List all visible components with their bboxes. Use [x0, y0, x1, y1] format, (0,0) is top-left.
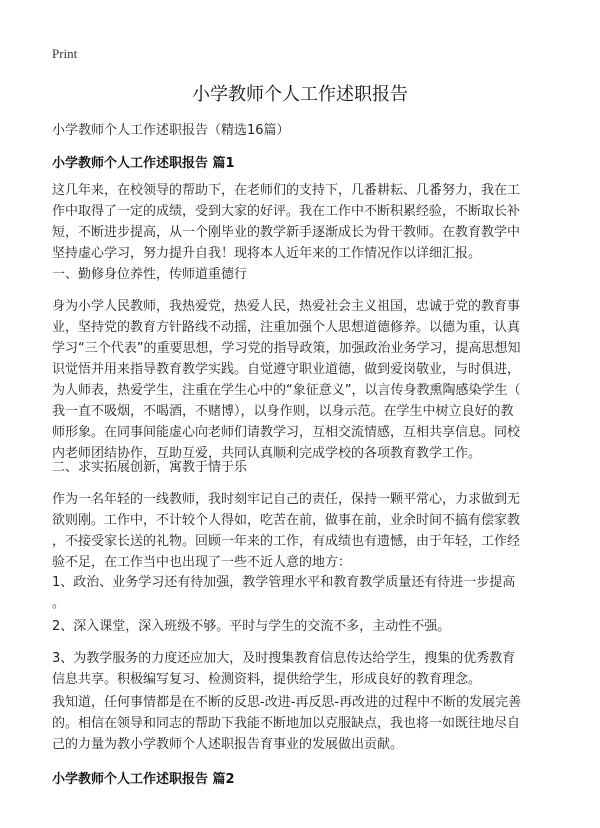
paragraph-work: [52, 489, 552, 573]
paragraph-line: 短，不断进步提高，从一个刚毕业的教学新手逐渐成长为骨干教师。在教育教学中: [52, 225, 521, 240]
paragraph-line: 作为一名年轻的一线教师，我时刻牢记自己的责任，保持一颗平常心，力求做到无: [52, 492, 521, 507]
paragraph-line: 我一直不吸烟，不喝酒，不赌博），以身作则，以身示范。在学生中树立良好的教: [52, 404, 514, 419]
paragraph-line: 学习“三个代表”的重要思想，学习党的指导政策，加强政治业务学习，提高思想知: [52, 341, 521, 356]
paragraph-line: 一、勤修身位养性，传师道重德行: [52, 267, 248, 282]
paragraph-line: 1、政治、业务学习还有待加强，教学管理水平和教育教学质量还有待进一步提高: [52, 575, 516, 590]
document-subtitle: 小学教师个人工作述职报告（精选16篇）: [52, 123, 290, 138]
paragraph-line: 二、求实拓展创新，寓教于情于乐: [52, 460, 248, 475]
paragraph-line: 欲则刚。工作中，不计较个人得如，吃苦在前，做事在前，业余时间不搞有偿家教: [52, 513, 521, 528]
paragraph-line: 验不足，在工作当中也出现了一些不近人意的地方：: [52, 555, 352, 570]
list-item-1: [52, 572, 552, 614]
subheading-1: [52, 264, 552, 285]
list-item-3: [52, 648, 552, 690]
paragraph-line: 坚持虚心学习，努力提升自我！现将本人近年来的工作情况作以详细汇报。: [52, 246, 482, 261]
paragraph-line: 为人师表，热爱学生，注重在学生心中的“象征意义”，以言传身教熏陶感染学生（: [52, 383, 521, 398]
paragraph-line: 身为小学人民教师，我热爱党，热爱人民，热爱社会主义祖国，忠诚于党的教育事: [52, 299, 521, 314]
closing-paragraph: [52, 692, 552, 755]
paragraph-line: 2、深入课堂，深入班级不够。平时与学生的交流不多，主动性不强。: [52, 619, 451, 634]
paragraph-line: 的。相信在领导和同志的帮助下我能不断地加以克服缺点，我也将一如既往地尽自: [52, 716, 521, 731]
paragraph-ethics: [52, 296, 552, 464]
paragraph-line: 我知道，任何事情都是在不断的反思-改进-再反思-再改进的过程中不断的发展完善: [52, 695, 522, 710]
intro-paragraph: [52, 180, 552, 264]
print-link[interactable]: Print: [52, 46, 78, 61]
paragraph-line: ，不接受家长送的礼物。回顾一年来的工作，有成绩也有遗憾，由于年轻，工作经: [52, 534, 521, 549]
paragraph-line: 己的力量为教小学教师个人述职报告育事业的发展做出贡献。: [52, 737, 404, 752]
paragraph-line: 师形象。在同事间能虚心向老师们请教学习，互相交流情感，互相共享信息。同校: [52, 425, 521, 440]
section-heading-1: 小学教师个人工作述职报告 篇1: [52, 156, 235, 171]
paragraph-line: 识觉悟并用来指导教育教学实践。自觉遵守职业道德，做到爱岗敬业，与时俱进，: [52, 362, 521, 377]
paragraph-line: 3、为教学服务的力度还应加大，及时搜集教育信息传达给学生，搜集的优秀教育: [52, 651, 516, 666]
paragraph-line: 信息共享。积极编写复习、检测资料，提供给学生，形成良好的教育理念。: [52, 672, 482, 687]
paragraph-line: 。: [52, 596, 66, 611]
subheading-2: [52, 457, 552, 478]
paragraph-line: 业，坚持党的教育方针路线不动摇，注重加强个人思想道德修养。以德为重，认真: [52, 320, 521, 335]
list-item-2: [52, 616, 552, 637]
section-heading-2: 小学教师个人工作述职报告 篇2: [52, 772, 235, 787]
paragraph-line: 作中取得了一定的成绩，受到大家的好评。我在工作中不断积累经验，不断取长补: [52, 204, 521, 219]
paragraph-line: 这几年来，在校领导的帮助下，在老师们的支持下，几番耕耘、几番努力，我在工: [52, 183, 521, 198]
paragraph-line: 内老师团结协作，互助互爱，共同认真顺利完成学校的各项教育教学工作。: [52, 446, 482, 461]
page-title: 小学教师个人工作述职报告: [192, 84, 408, 105]
